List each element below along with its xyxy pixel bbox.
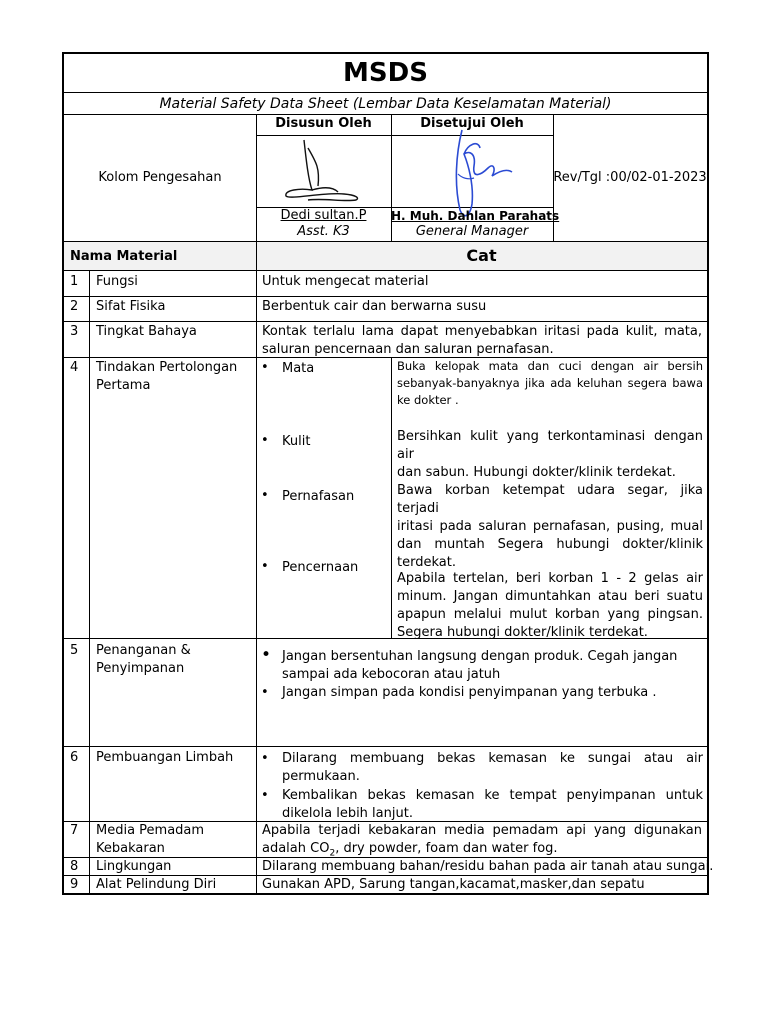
row7-label-line2: Kebakaran (96, 841, 165, 856)
row4-label-line2: Pertama (96, 378, 151, 393)
row5-number: 5 (70, 643, 79, 658)
row3-value (262, 323, 702, 359)
extinguishing-line1: Apabila terjadi kebakaran media pemadam api yang digunakan (262, 823, 702, 838)
row2-label: Sifat Fisika (96, 299, 166, 314)
first-aid-digestive-text (397, 570, 703, 642)
row3-label: Tingkat Bahaya (96, 324, 197, 339)
row5-label-line1: Penanganan & (96, 643, 191, 658)
co2-suffix: , dry powder, foam dan water fog. (335, 841, 558, 856)
first-aid-skin: Kulit (282, 434, 311, 449)
disposal-item1-line1: Dilarang membuang bekas kemasan ke sungai atau air (282, 751, 703, 766)
row1-value: Untuk mengecat material (262, 274, 429, 289)
row8-label: Lingkungan (96, 859, 172, 874)
co2-subscript: 2 (329, 848, 336, 859)
bullet-icon: • (261, 645, 272, 665)
resp-line2: iritasi pada saluran pernafasan, pusing, mual (397, 519, 703, 534)
row9-label: Alat Pelindung Diri (96, 877, 217, 892)
first-aid-eye: Mata (282, 361, 315, 376)
row3-line2: saluran pencernaan dan saluran pernafasan. (262, 342, 554, 357)
row1-label: Fungsi (96, 274, 138, 289)
row8-number: 8 (70, 859, 79, 874)
first-aid-skin-text (397, 428, 703, 482)
row3-number: 3 (70, 324, 79, 339)
material-name: Cat (466, 246, 497, 265)
row8-value: Dilarang membuang bahan/residu bahan pada air tanah atau sungai. (262, 859, 714, 874)
row1-number: 1 (70, 274, 79, 289)
row6-label: Pembuangan Limbah (96, 750, 234, 765)
dig-line4: Segera hubungi dokter/klinik terdekat. (397, 625, 648, 640)
disposal-item2-line2: dikelola lebih lanjut. (282, 806, 413, 821)
extinguishing-media (262, 822, 702, 863)
material-label: Nama Material (70, 249, 178, 264)
bullet-icon: • (261, 751, 269, 766)
handling-item2: Jangan simpan pada kondisi penyimpanan yang terbuka . (282, 685, 657, 700)
row3-line1: Kontak terlalu lama dapat menyebabkan iritasi pada kulit, mata, (262, 324, 702, 339)
eye-line1: Buka kelopak mata dan cuci dengan air bersih (397, 359, 703, 373)
first-aid-respiratory-text (397, 482, 703, 572)
disposal-item2 (282, 787, 703, 823)
resp-line4: terdekat. (397, 555, 456, 570)
row7-number: 7 (70, 823, 79, 838)
bullet-icon: • (261, 559, 269, 574)
dig-line2: minum. Jangan dimuntahkan atau beri suatu (397, 589, 703, 604)
first-aid-digestive: Pencernaan (282, 560, 359, 575)
document-title: MSDS (343, 58, 428, 88)
co2-prefix: adalah CO (262, 841, 330, 856)
prepared-signature (264, 138, 384, 208)
revision-date: Rev/Tgl :00/02-01-2023 (553, 170, 707, 185)
approval-label: Kolom Pengesahan (98, 170, 222, 185)
resp-line1: Bawa korban ketempat udara segar, jika terjadi (397, 483, 703, 516)
prepared-name: Dedi sultan.P (280, 208, 367, 223)
row7-label-line1: Media Pemadam (96, 823, 205, 838)
bullet-icon: • (261, 433, 269, 448)
approved-by-label: Disetujui Oleh (420, 116, 524, 131)
row9-number: 9 (70, 877, 79, 892)
row4-label-line1: Tindakan Pertolongan (96, 360, 238, 375)
row5-label-line2: Penyimpanan (96, 661, 185, 676)
bullet-icon: • (261, 360, 269, 375)
bullet-icon: • (261, 788, 269, 803)
bullet-icon: • (261, 685, 269, 700)
first-aid-respiratory: Pernafasan (282, 489, 355, 504)
row6-number: 6 (70, 750, 79, 765)
dig-line3: apapun melalui mulut korban yang pingsan. (397, 607, 703, 622)
prepared-role: Asst. K3 (297, 224, 350, 239)
skin-line1: Bersihkan kulit yang terkontaminasi dengan air (397, 429, 703, 462)
skin-line2: dan sabun. Hubungi dokter/klinik terdekat. (397, 465, 676, 480)
row2-number: 2 (70, 299, 79, 314)
disposal-item2-line1: Kembalikan bekas kemasan ke tempat penyimpanan untuk (282, 788, 703, 803)
row4-number: 4 (70, 360, 79, 375)
row9-value: Gunakan APD, Sarung tangan,kacamat,masker,dan sepatu (262, 877, 645, 892)
row2-value: Berbentuk cair dan berwarna susu (262, 299, 487, 314)
document-subtitle: Material Safety Data Sheet (Lembar Data Keselamatan Material) (159, 96, 612, 112)
handling-item1-line1: Jangan bersentuhan langsung dengan produk. Cegah jangan (282, 649, 678, 664)
eye-line3: ke dokter . (397, 393, 459, 407)
disposal-item1 (282, 750, 703, 786)
bullet-icon: • (261, 488, 269, 503)
first-aid-eye-text (397, 358, 703, 409)
resp-line3: dan muntah Segera hubungi dokter/klinik (397, 537, 703, 552)
approved-name: H. Muh. Dahlan Parahats (391, 209, 560, 223)
prepared-by-label: Disusun Oleh (275, 116, 372, 131)
approved-role: General Manager (415, 224, 529, 239)
disposal-item1-line2: permukaan. (282, 769, 360, 784)
handling-item1-line2: sampai ada kebocoran atau jatuh (282, 667, 501, 682)
dig-line1: Apabila tertelan, beri korban 1 - 2 gelas air (397, 571, 703, 586)
eye-line2: sebanyak-banyaknya jika ada keluhan segera bawa (397, 376, 703, 390)
msds-sheet (62, 52, 714, 895)
